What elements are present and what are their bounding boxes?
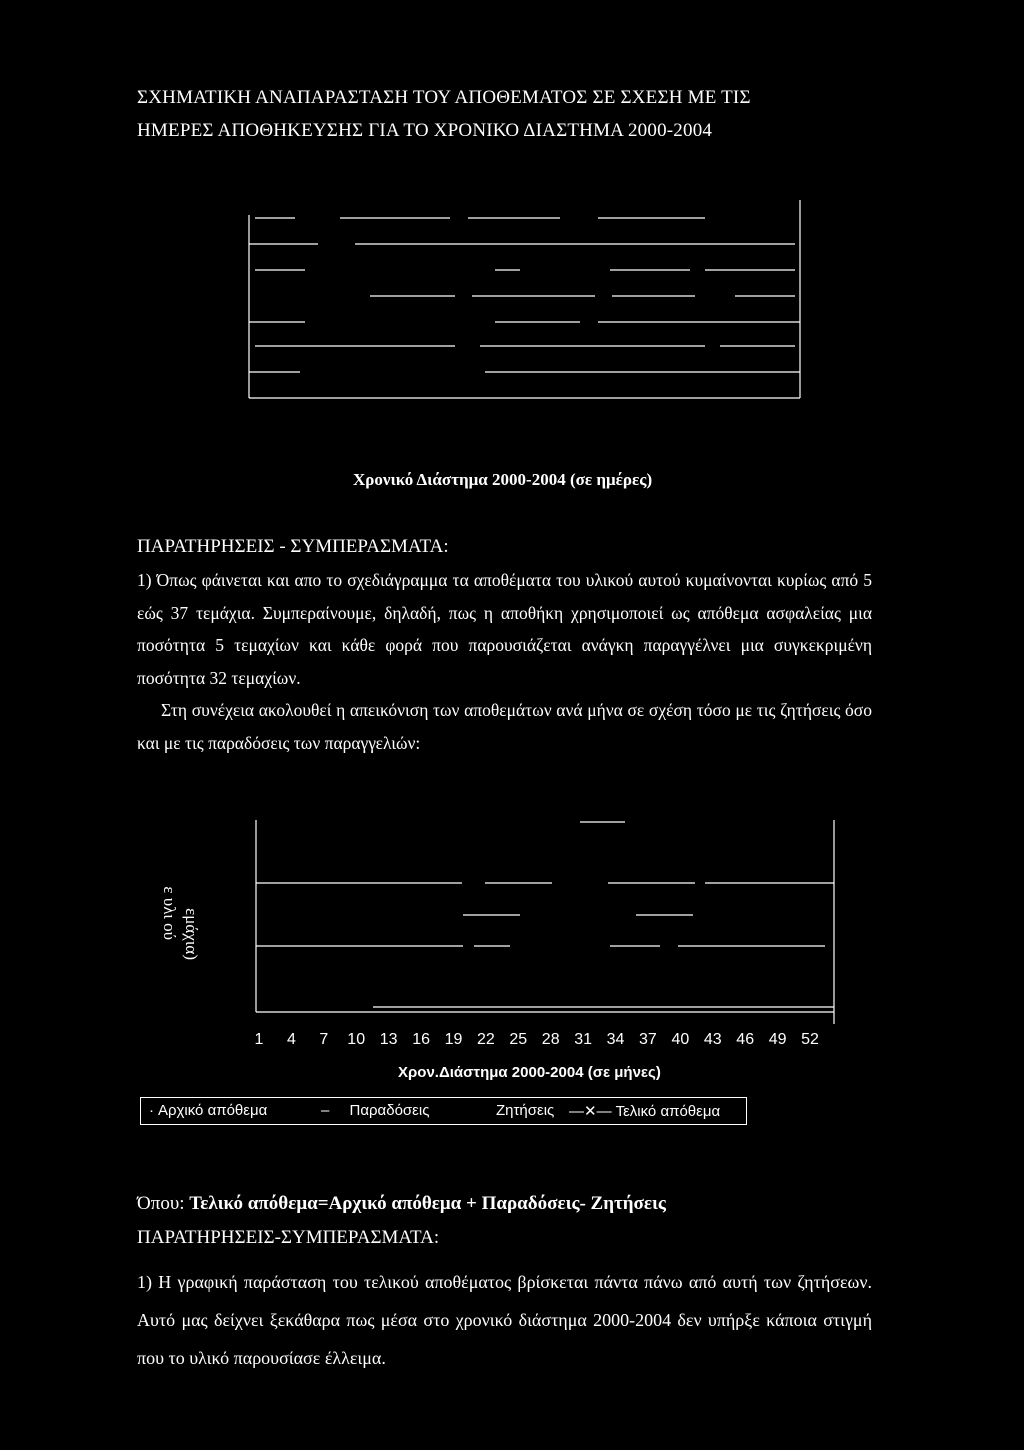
- x-tick-label: 31: [574, 1031, 592, 1048]
- observations-2-title: ΠΑΡΑΤΗΡΗΣΕΙΣ-ΣΥΜΠΕΡΑΣΜΑΤΑ:: [137, 1227, 440, 1248]
- observation-1: 1) Όπως φάινεται και απο το σχεδιάγραμμα τα αποθέματα του υλικού αυτού κυμαίνονται κυρίως από 5 εώς 37 τεμάχια. Συμπεραίνουμε, δηλαδή, πως η αποθήκη χρησιμοποιεί ως απόθεμα ασφαλείας μια ποσότητα 5 τεμαχίων και κάθε φορά που παρουσιάζεται ανάγκη παραγγέλνει μια συγκεκριμένη ποσότητα 32 τεμαχίων.: [137, 570, 872, 688]
- chart-months-y-label-2: εμάχια): [182, 908, 201, 960]
- formula-prefix: Όπου:: [137, 1193, 190, 1214]
- page-title-line-1: ΣΧΗΜΑΤΙΚΗ ΑΝΑΠΑΡΑΣΤΑΣΗ ΤΟΥ ΑΠΟΘΕΜΑΤΟΣ ΣΕ ΣΧΕΣΗ ΜΕ ΤΙΣ: [137, 87, 751, 108]
- x-tick-label: 16: [412, 1031, 430, 1048]
- observation-2: Στη συνέχεια ακολουθεί η απεικόνιση των αποθεμάτων ανά μήνα σε σχέση τόσο με τις ζητήσεις όσο και με τις παραδόσεις των παραγγελιών:: [137, 700, 872, 753]
- legend-item-initial: · Αρχικό απόθεμα: [149, 1102, 268, 1119]
- x-tick-label: 4: [286, 1031, 296, 1048]
- legend-item-demands: Ζητήσεις: [496, 1102, 555, 1119]
- x-tick-label: 25: [509, 1031, 528, 1048]
- x-tick-label: 49: [768, 1031, 787, 1048]
- chart-months-y-label-1: ε υλι ού: [160, 886, 179, 940]
- chart-days-x-label: Χρονικό Διάστημα 2000-2004 (σε ημέρες): [353, 470, 653, 489]
- x-tick-label: 10: [347, 1031, 366, 1048]
- chart-months-x-label: Χρον.Διάστημα 2000-2004 (σε μήνες): [398, 1064, 661, 1081]
- observations-title: ΠΑΡΑΤΗΡΗΣΕΙΣ - ΣΥΜΠΕΡΑΣΜΑΤΑ:: [137, 536, 449, 557]
- x-tick-label: 40: [671, 1031, 690, 1048]
- legend-x-line-marker: —✕—: [569, 1103, 612, 1120]
- x-tick-label: 28: [541, 1031, 560, 1048]
- x-tick-label: 7: [319, 1031, 329, 1048]
- x-tick-label: 13: [379, 1031, 398, 1048]
- x-tick-label: 52: [801, 1031, 819, 1048]
- chart-legend: [140, 1097, 747, 1125]
- legend-item-deliveries: – Παραδόσεις: [321, 1102, 430, 1119]
- x-tick-label: 43: [703, 1031, 722, 1048]
- x-tick-label: 34: [606, 1031, 625, 1048]
- x-tick-label: 37: [639, 1031, 657, 1048]
- observations-2-text: [137, 1263, 872, 1377]
- legend-dot-marker: ·: [149, 1102, 154, 1119]
- page-title-line-2: ΗΜΕΡΕΣ ΑΠΟΘΗΚΕΥΣΗΣ ΓΙΑ ΤΟ ΧΡΟΝΙΚΟ ΔΙΑΣΤΗΜΑ 2000-2004: [137, 120, 713, 141]
- formula-text: Τελικό απόθεμα=Αρχικό απόθεμα + Παραδόσεις- Ζητήσεις: [189, 1193, 666, 1214]
- x-tick-label: 1: [254, 1031, 264, 1048]
- legend-item-final: —✕— Τελικό απόθεμα: [569, 1103, 721, 1120]
- x-tick-label: 22: [477, 1031, 495, 1048]
- observation-2-1: 1) Η γραφική παράσταση του τελικού αποθέματος βρίσκεται πάντα πάνω από αυτή των ζητήσεων. Αυτό μας δείχνει ξεκάθαρα πως μέσα στο χρονικό διάστημα 2000-2004 δεν υπήρξε κάποια στιγμή που το υλικό παρουσίασε έλλειμα.: [137, 1272, 872, 1368]
- x-tick-label: 19: [444, 1031, 463, 1048]
- legend-dash-marker: –: [321, 1102, 330, 1119]
- x-tick-label: 46: [736, 1031, 755, 1048]
- formula-line: [137, 1193, 666, 1215]
